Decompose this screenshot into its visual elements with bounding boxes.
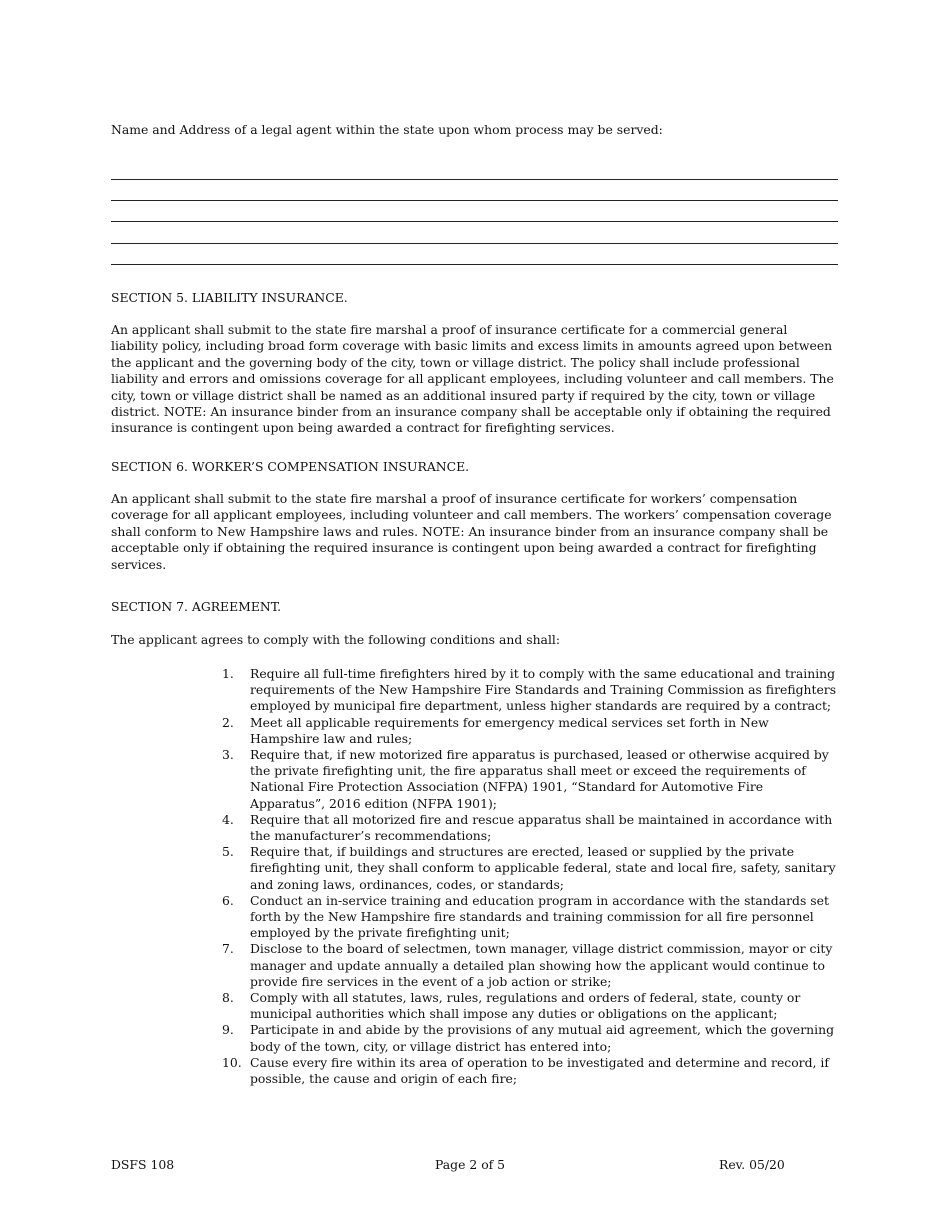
agent-address-line-1[interactable] [111, 179, 838, 180]
section5-heading: SECTION 5. LIABILITY INSURANCE. [111, 290, 348, 305]
agent-address-line-3[interactable] [111, 221, 838, 222]
conditions-list [222, 666, 838, 1087]
footer-form-id: DSFS 108 [111, 1157, 175, 1172]
condition-text: Comply with all statutes, laws, rules, regulations and orders of federal, state, county or municipal authorities which shall impose any duties or obligations on the applicant; [250, 990, 801, 1022]
condition-number: 5. [222, 844, 234, 860]
condition-number: 10. [222, 1054, 242, 1070]
section7-heading: SECTION 7. AGREEMENT. [111, 599, 282, 614]
condition-text: Require all full-time firefighters hired by it to comply with the same educational and training requirements of the New Hampshire Fire Standards and Training Commission as firefighters employed by municipal fire department, unless higher standards are required by a contract; [250, 666, 837, 714]
condition-item-3 [222, 747, 838, 812]
footer-page-number: Page 2 of 5 [435, 1157, 506, 1172]
condition-item-4 [222, 812, 838, 844]
condition-number: 1. [222, 666, 234, 681]
condition-number: 3. [222, 747, 234, 763]
condition-number: 7. [222, 941, 234, 957]
footer-revision: Rev. 05/20 [719, 1157, 785, 1172]
condition-number: 6. [222, 892, 234, 908]
section5-body: An applicant shall submit to the state fire marshal a proof of insurance certificate for a commercial general liability policy, including broad form coverage with basic limits and excess limits in amounts agreed upon between the applicant and the governing body of the city, town or village district. The policy shall include professional liability and errors and omissions coverage for all applicant employees, including volunteer and call members. The city, town or village district shall be named as an additional insured party if required by the city, town or village district. NOTE: An insurance binder from an insurance company shall be acceptable only if obtaining the required insurance is contingent upon being awarded a contract for firefighting services. [111, 322, 834, 436]
condition-item-2 [222, 715, 838, 747]
condition-item-7 [222, 941, 838, 990]
condition-item-9 [222, 1022, 838, 1054]
condition-number: 8. [222, 990, 234, 1006]
condition-item-5 [222, 844, 838, 893]
condition-text: Cause every fire within its area of operation to be investigated and determine and record, if possible, the cause and origin of each fire; [250, 1054, 829, 1087]
agent-address-line-2[interactable] [111, 200, 838, 201]
section7-intro: The applicant agrees to comply with the following conditions and shall: [111, 632, 561, 647]
condition-number: 9. [222, 1022, 234, 1038]
condition-text: Require that, if buildings and structures are erected, leased or supplied by the private firefighting unit, they shall conform to applicable federal, state and local fire, safety, sanitary and zoning laws, ordinances, codes, or standards; [250, 844, 836, 892]
section6-heading: SECTION 6. WORKER’S COMPENSATION INSURANCE. [111, 459, 470, 474]
condition-item-1 [222, 666, 838, 715]
agent-address-line-4[interactable] [111, 243, 838, 244]
condition-text: Disclose to the board of selectmen, town manager, village district commission, mayor or city manager and update annually a detailed plan showing how the applicant would continue to provide fire services in the event of a job action or strike; [250, 941, 833, 989]
condition-text: Require that, if new motorized fire apparatus is purchased, leased or otherwise acquired by the private firefighting unit, the fire apparatus shall meet or exceed the requirements of National Fire Protection Association (NFPA) 1901, “Standard for Automotive Fire Apparatus”, 2016 edition (NFPA 1901); [250, 747, 829, 811]
agent-label: Name and Address of a legal agent within the state upon whom process may be served: [111, 122, 663, 137]
condition-item-10 [222, 1055, 838, 1087]
condition-item-8 [222, 990, 838, 1022]
condition-text: Require that all motorized fire and rescue apparatus shall be maintained in accordance with the manufacturer’s recommendations; [250, 811, 833, 844]
condition-text: Conduct an in-service training and education program in accordance with the standards set forth by the New Hampshire fire standards and training commission for all fire personnel employed by the private firefighting unit; [250, 892, 829, 941]
condition-text: Meet all applicable requirements for emergency medical services set forth in New Hampshire law and rules; [250, 714, 769, 746]
condition-number: 2. [222, 714, 234, 730]
condition-number: 4. [222, 811, 234, 827]
agent-address-line-5[interactable] [111, 264, 838, 265]
condition-item-6 [222, 893, 838, 942]
condition-text: Participate in and abide by the provisions of any mutual aid agreement, which the governing body of the town, city, or village district has entered into; [250, 1022, 834, 1054]
section6-body: An applicant shall submit to the state fire marshal a proof of insurance certificate for workers’ compensation coverage for all applicant employees, including volunteer and call members. The workers’ compensation coverage shall conform to New Hampshire laws and rules. NOTE: An insurance binder from an insurance company shall be acceptable only if obtaining the required insurance is contingent upon being awarded a contract for firefighting services. [111, 491, 832, 572]
